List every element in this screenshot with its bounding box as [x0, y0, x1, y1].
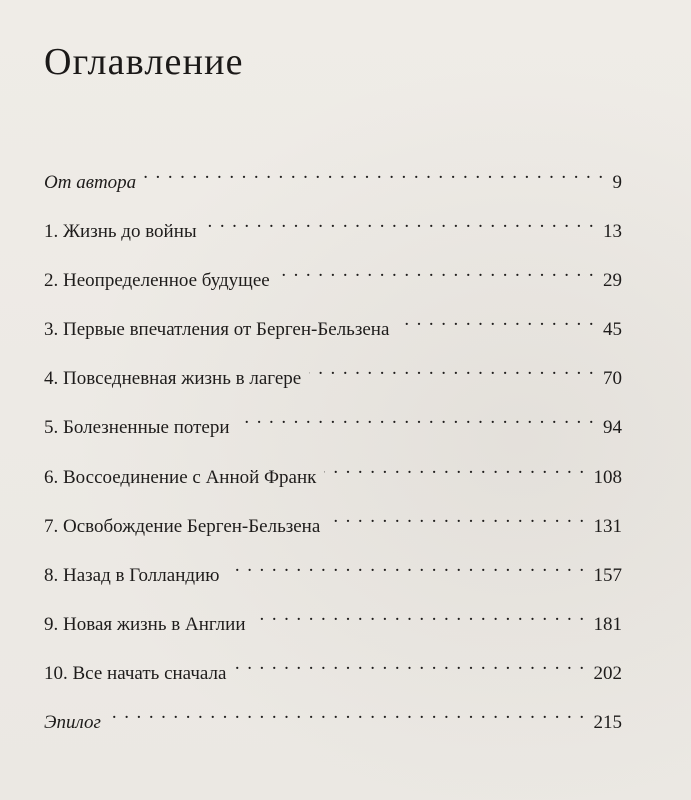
dot-leader	[234, 649, 585, 679]
entry-title: От автора	[44, 172, 137, 193]
entry-title: 10. Все начать сначала	[44, 662, 227, 684]
entry-title: 4. Повседневная жизнь в лагере	[44, 368, 302, 390]
page-number: 215	[593, 712, 622, 734]
entry-title: 9. Новая жизнь в Англии	[44, 613, 246, 635]
dot-leader	[205, 207, 595, 237]
dot-leader	[227, 551, 585, 581]
dot-leader	[324, 453, 585, 483]
page-number: 29	[603, 270, 622, 292]
toc-entry	[44, 600, 622, 649]
page-title: Оглавление	[44, 41, 244, 83]
dot-leader	[328, 502, 585, 532]
page-number: 131	[593, 515, 622, 537]
toc-entry	[44, 354, 622, 403]
entry-title: 1. Жизнь до войны	[44, 221, 197, 243]
table-of-contents	[44, 158, 622, 747]
page-number: 45	[603, 319, 622, 341]
toc-entry	[44, 403, 622, 452]
entry-title: 7. Освобождение Берген-Бельзена	[44, 515, 321, 537]
entry-title: 8. Назад в Голландию	[44, 564, 220, 586]
entry-title: 5. Болезненные потери	[44, 417, 230, 439]
toc-entry	[44, 158, 622, 207]
toc-entry	[44, 453, 622, 502]
toc-entry	[44, 502, 622, 551]
page-number: 157	[593, 564, 622, 586]
entry-title: 3. Первые впечатления от Берген-Бельзена	[44, 319, 390, 341]
toc-entry	[44, 649, 622, 698]
entry-title: 2. Неопределенное будущее	[44, 270, 270, 292]
toc-entry	[44, 698, 622, 747]
dot-leader	[109, 698, 586, 728]
toc-entry	[44, 256, 622, 305]
dot-leader	[278, 256, 595, 286]
dot-leader	[309, 354, 595, 384]
page-number: 70	[603, 368, 622, 390]
page-number: 9	[612, 172, 622, 193]
entry-title: Эпилог	[44, 712, 101, 734]
toc-entry	[44, 551, 622, 600]
page-number: 13	[603, 221, 622, 243]
dot-leader	[238, 403, 595, 433]
page-number: 202	[593, 662, 622, 684]
dot-leader	[397, 305, 595, 335]
page-number: 108	[593, 466, 622, 488]
page-number: 94	[603, 417, 622, 439]
toc-entry	[44, 305, 622, 354]
toc-entry	[44, 207, 622, 256]
page-number: 181	[593, 613, 622, 635]
dot-leader	[254, 600, 586, 630]
dot-leader	[144, 158, 604, 188]
entry-title: 6. Воссоединение с Анной Франк	[44, 466, 317, 488]
